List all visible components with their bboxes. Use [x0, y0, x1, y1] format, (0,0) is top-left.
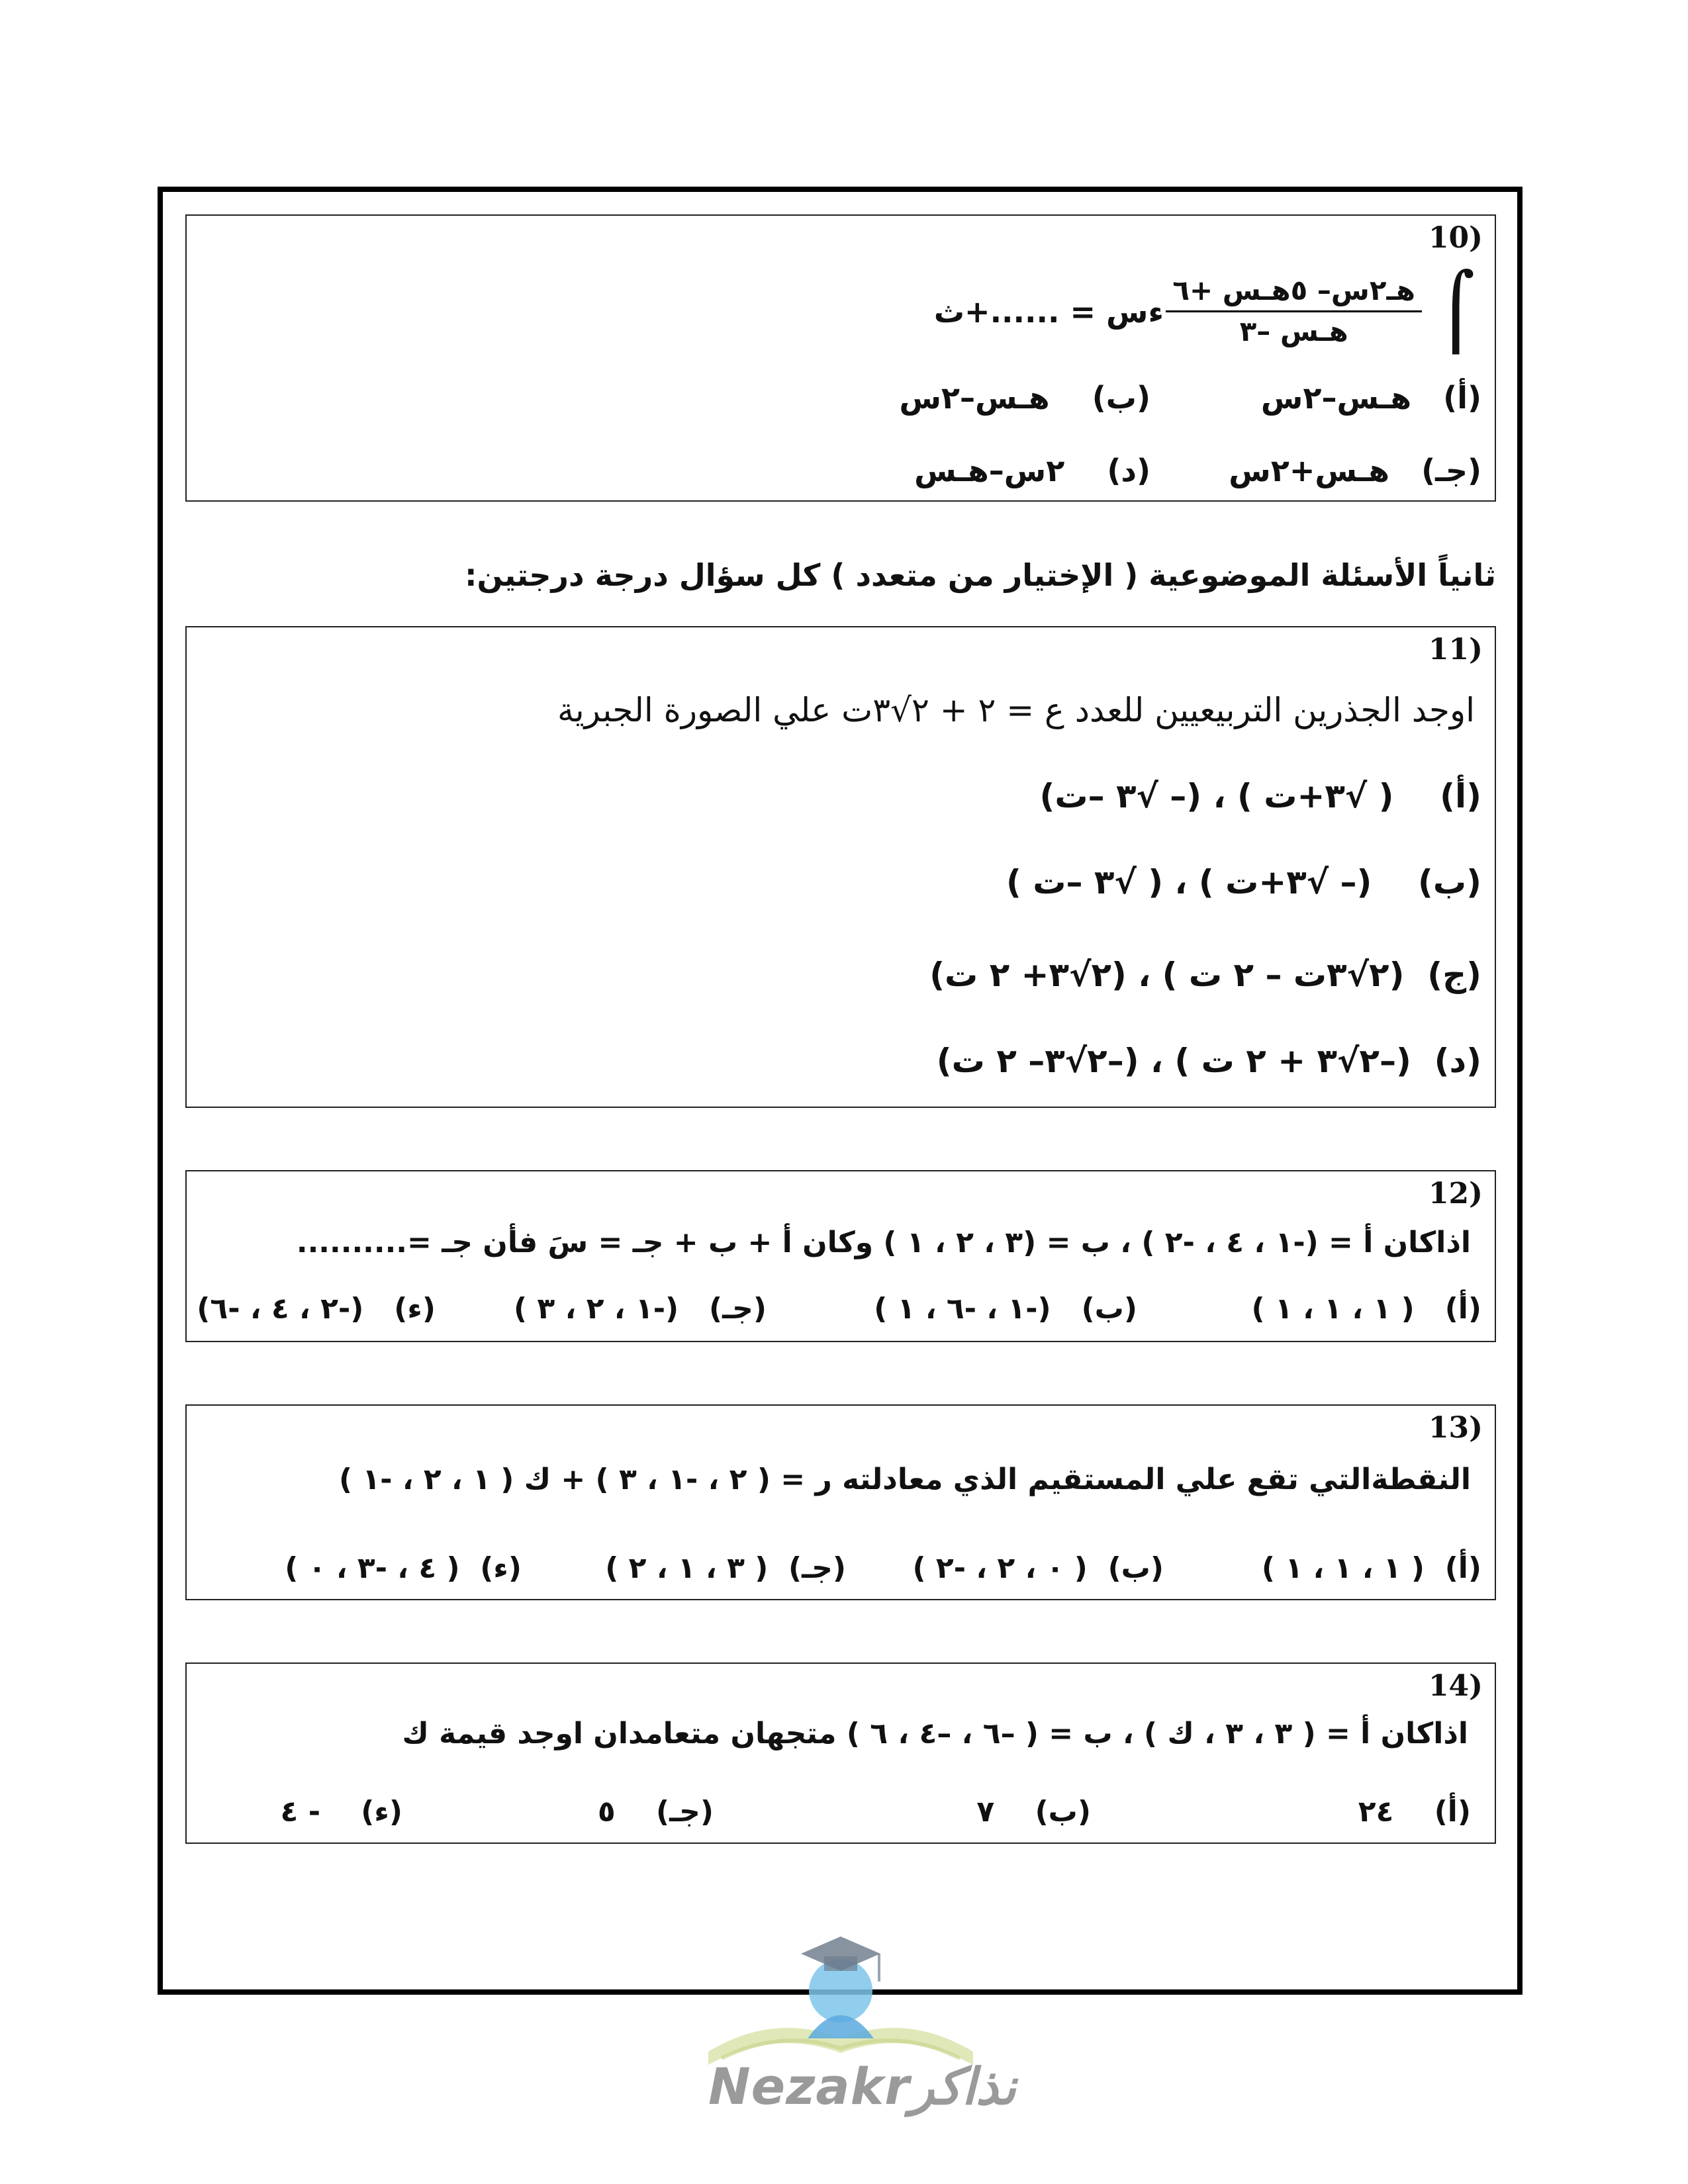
option-text: ٧: [976, 1795, 995, 1829]
option-text: (-٢ ، ٤ ، -٦): [197, 1292, 364, 1326]
option-label: (جـ): [788, 1551, 846, 1585]
option-a[interactable]: [1252, 1292, 1481, 1326]
option-label: (أ): [1440, 777, 1481, 815]
option-d[interactable]: [937, 1042, 1481, 1080]
option-label: (ب): [1081, 1292, 1137, 1326]
integral-sign: ⌠: [1436, 269, 1475, 353]
option-label: (ء): [480, 1551, 522, 1585]
option-text: ٢س–هـس: [914, 453, 1065, 488]
option-c[interactable]: [1229, 453, 1481, 488]
option-d[interactable]: [285, 1551, 522, 1585]
option-d[interactable]: [914, 453, 1150, 488]
option-text: هـس–٢س: [899, 380, 1050, 416]
integrand-fraction: [1166, 274, 1422, 347]
option-d[interactable]: [197, 1292, 436, 1326]
question-stem: اوجد الجذرين التربيعيين للعدد ع = ٢ + ٢√٣ت علي الصورة الجبرية: [557, 691, 1475, 729]
option-label: (ب): [1418, 863, 1481, 901]
option-text: ( ١ ، ١ ، ١ ): [1251, 1292, 1415, 1326]
question-number: 11): [1428, 633, 1483, 666]
fraction-denominator: هـس –٣: [1239, 315, 1348, 347]
option-label: (ء): [361, 1795, 402, 1829]
option-text: ( ٠ ، ٢ ، -٢ ): [912, 1551, 1088, 1585]
option-a[interactable]: [1261, 380, 1481, 416]
option-c[interactable]: [929, 956, 1481, 994]
option-c[interactable]: [598, 1795, 714, 1829]
option-label: (جـ): [656, 1795, 714, 1829]
option-b[interactable]: [1006, 863, 1481, 901]
question-number: 12): [1428, 1177, 1483, 1210]
option-a[interactable]: [1040, 777, 1482, 815]
option-label: (أ): [1443, 380, 1481, 416]
option-text: هـس–٢س: [1260, 380, 1412, 416]
integral-result: ءس = ......+ث: [933, 294, 1164, 330]
option-text: ٥: [597, 1795, 616, 1829]
option-label: (أ): [1444, 1551, 1481, 1585]
question-12-box: [185, 1170, 1496, 1342]
option-text: ٢٤: [1358, 1795, 1394, 1829]
option-label: (ب): [1092, 380, 1150, 416]
option-text: (-١ ، ٢ ، ٣ ): [513, 1292, 679, 1326]
question-number: 13): [1428, 1411, 1483, 1445]
option-b[interactable]: [899, 380, 1150, 416]
question-10-box: [185, 214, 1496, 502]
option-label: (جـ): [709, 1292, 767, 1326]
option-a[interactable]: [1262, 1551, 1481, 1585]
question-stem: اذاكان أ = (-١ ، ٤ ، -٢ ) ، ب = (٣ ، ٢ ، ١ ) وكان أ + ب + جـ = سَ فأن جـ =..........: [296, 1226, 1471, 1259]
option-label: (ج): [1427, 956, 1481, 994]
option-label: (د): [1434, 1042, 1481, 1080]
question-stem: النقطةالتي تقع علي المستقيم الذي معادلته ر = ( ٢ ، -١ ، ٣ ) + ك ( ١ ، ٢ ، -١ ): [338, 1463, 1471, 1496]
option-label: (أ): [1444, 1292, 1481, 1326]
option-b[interactable]: [976, 1795, 1091, 1829]
option-text: (٢√٣ت – ٢ ت ) ، (٢√٣+ ٢ ت): [929, 956, 1405, 994]
option-text: هـس+٢س: [1229, 453, 1390, 488]
option-text: (– √٣+ت ) ، ( √٣ –ت ): [1006, 863, 1372, 901]
option-label: (ب): [1035, 1795, 1091, 1829]
option-text: ( ٣ ، ١ ، ٢ ): [605, 1551, 769, 1585]
option-label: (ب): [1107, 1551, 1164, 1585]
option-label: (د): [1107, 453, 1150, 488]
fraction-numerator: هـ٢س– ٥هـس +٦: [1166, 274, 1422, 312]
option-text: ( √٣+ت ) ، (– √٣ –ت): [1039, 777, 1394, 815]
option-a[interactable]: [1358, 1795, 1471, 1829]
option-b[interactable]: [874, 1292, 1137, 1326]
section-title: ثانياً الأسئلة الموضوعية ( الإختيار من متعدد ) كل سؤال درجة درجتين:: [465, 557, 1496, 593]
option-text: - ٤: [280, 1795, 320, 1829]
option-text: (–٢√٣ + ٢ ت ) ، (–٢√٣– ٢ ت): [936, 1042, 1411, 1080]
option-d[interactable]: [281, 1795, 402, 1829]
question-number: 14): [1428, 1669, 1483, 1703]
question-stem: اذاكان أ = ( ٣ ، ٣ ، ك ) ، ب = ( –٦ ، –٤ ، ٦ ) متجهان متعامدان اوجد قيمة ك: [402, 1717, 1468, 1751]
option-label: (ء): [394, 1292, 436, 1326]
option-label: (جـ): [1421, 453, 1481, 488]
option-text: ( ١ ، ١ ، ١ ): [1261, 1551, 1425, 1585]
option-b[interactable]: [912, 1551, 1164, 1585]
option-label: (أ): [1434, 1795, 1471, 1829]
logo-text: Nezakrنذاكر: [708, 2057, 1016, 2116]
option-c[interactable]: [605, 1551, 846, 1585]
option-text: ( ٤ ، -٣ ، ٠ ): [285, 1551, 460, 1585]
question-11-box: [185, 626, 1496, 1108]
option-text: (-١ ، -٦ ، ١ ): [874, 1292, 1051, 1326]
question-14-box: [185, 1662, 1496, 1844]
question-13-box: [185, 1404, 1496, 1600]
option-c[interactable]: [514, 1292, 767, 1326]
question-number: 10): [1428, 221, 1483, 255]
